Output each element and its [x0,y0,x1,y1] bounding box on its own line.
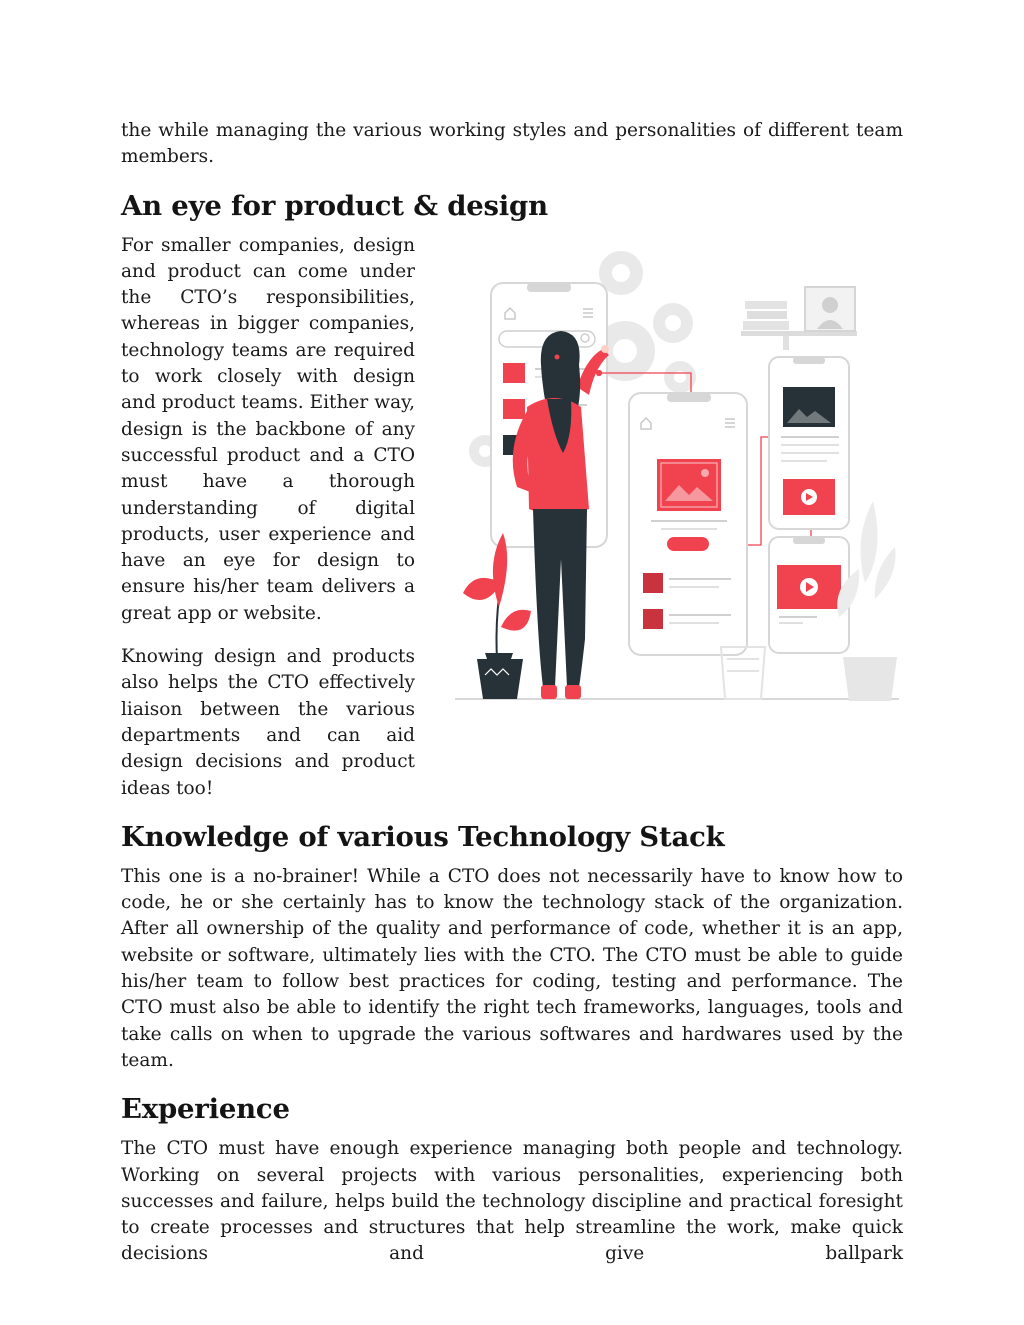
design-heading: An eye for product & design [121,189,548,222]
experience-paragraph: The CTO must have enough experience managing both people and technology. Working on several projects with various personalities, experiencing both successes and failure, helps build the technology discipline and practical foresight to create processes and structures that help streamline the work, make quick decisions and give ballpark [121,1138,903,1265]
design-section [121,233,903,802]
intro-paragraph: the while managing the various working styles and personalities of different team members. [121,120,903,168]
design-paragraph-1: For smaller companies, design and product can come under the CTO’s responsibilities, whereas in bigger companies, technology teams are required to work closely with design and product teams. Either way, design is the backbone of any successful product and a CTO must have a thorough understanding of digital products, user experience and have an eye for design to ensure his/her team delivers a great app or website. [121,234,415,624]
potted-plant-icon [463,533,531,699]
woman-designing-app-screens-illustration [455,239,903,802]
stack-heading: Knowledge of various Technology Stack [121,820,725,853]
experience-heading: Experience [121,1093,290,1126]
phone-screen-right-bottom [769,537,849,653]
document-content [121,118,903,1268]
phone-screen-middle [629,393,747,655]
stack-paragraph: This one is a no-brainer! While a CTO does not necessarily have to know how to code, he or she certainly has to know the technology stack of the organization. After all ownership of the quality and performance of code, whether it is an app, website or software, ultimately lies with the CTO. The CTO must be able to guide his/her team to follow best practices for coding, testing and performance. The CTO must also be able to identify the right tech frameworks, languages, tools and take calls on when to upgrade the various softwares and hardwares used by the team. [121,865,903,1071]
design-text-column [121,233,415,802]
bookshelf-icon [741,287,857,350]
illustration-svg [455,239,903,705]
design-paragraph-2: Knowing design and products also helps the CTO effectively liaison between the various departments and can aid design decisions and product ideas too! [121,646,415,799]
phone-screen-right-top [769,357,849,529]
